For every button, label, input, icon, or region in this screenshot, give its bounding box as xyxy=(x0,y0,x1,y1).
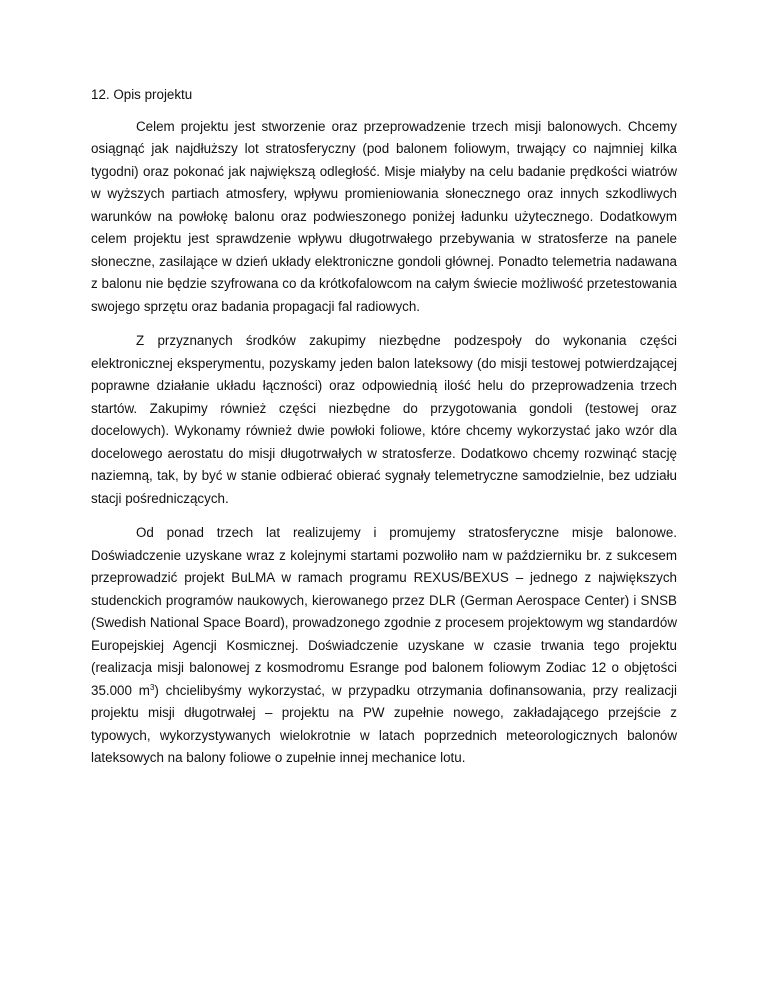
paragraph-project-goal: Celem projektu jest stworzenie oraz przeprowadzenie trzech misji balonowych. Chcemy osiągnąć jak najdłuższy lot stratosferyczny (pod balonem foliowym, trwający co najmniej kilka tygodni) oraz pokonać jak największą odległość. Misje miałyby na celu badanie prędkości wiatrów w wyższych partiach atmosfery, wpływu promieniowania słonecznego oraz innych szkodliwych warunków na powłokę balonu oraz podwieszonego poniżej ładunku użytecznego. Dodatkowym celem projektu jest sprawdzenie wpływu długotrwałego przebywania w stratosferze na panele słoneczne, zasilające w dzień układy elektroniczne gondoli głównej. Ponadto telemetria nadawana z balonu nie będzie szyfrowana co da krótkofalowcom na całym świecie możliwość przetestowania swojego sprzętu oraz badania propagacji fal radiowych. xyxy=(91,118,677,314)
document-page xyxy=(91,84,677,782)
section-heading: 12. Opis projektu xyxy=(91,87,193,102)
paragraph-experience-text-end: ) chcielibyśmy wykorzystać, w przypadku otrzymania dofinansowania, przy realizacji projektu misji długotrwałej – projektu na PW zupełnie nowego, zakładającego przejście z typowych, wykorzystywanych wielokrotnie w latach poprzednich meteorologicznych balonów lateksowych na balony foliowe o zupełnie innej mechanice lotu. xyxy=(91,682,677,765)
cubic-superscript: 3 xyxy=(149,682,155,692)
paragraph-funding-use: Z przyznanych środków zakupimy niezbędne podzespoły do wykonania części elektronicznej eksperymentu, pozyskamy jeden balon lateksowy (do misji testowej potwierdzającej poprawne działanie układu łączności) oraz odpowiednią ilość helu do przeprowadzenia trzech startów. Zakupimy również części niezbędne do przygotowania gondoli (testowej oraz docelowych). Wykonamy również dwie powłoki foliowe, które chcemy wykorzystać jako wzór dla docelowego aerostatu do misji długotrwałych w stratosferze. Dodatkowo chcemy rozwinąć stację naziemną, tak, by być w stanie odbierać obierać sygnały telemetryczne samodzielnie, bez udziału stacji pośredniczących. xyxy=(91,333,677,506)
paragraph-experience-text-start: Od ponad trzech lat realizujemy i promujemy stratosferyczne misje balonowe. Doświadczenie uzyskane wraz z kolejnymi startami pozwoliło nam w październiku br. z sukcesem przeprowadzić projekt BuLMA w ramach programu REXUS/BEXUS – jednego z największych studenckich programów naukowych, kierowanego przez DLR (German Aerospace Center) i SNSB (Swedish National Space Board), prowadzonego zgodnie z procesem projektowym wg standardów Europejskiej Agencji Kosmicznej. Doświadczenie uzyskane w czasie trwania tego projektu (realizacja misji balonowej z kosmodromu Esrange pod balonem foliowym Zodiac 12 o objętości 35.000 m xyxy=(91,525,677,698)
paragraph-experience xyxy=(91,522,677,770)
